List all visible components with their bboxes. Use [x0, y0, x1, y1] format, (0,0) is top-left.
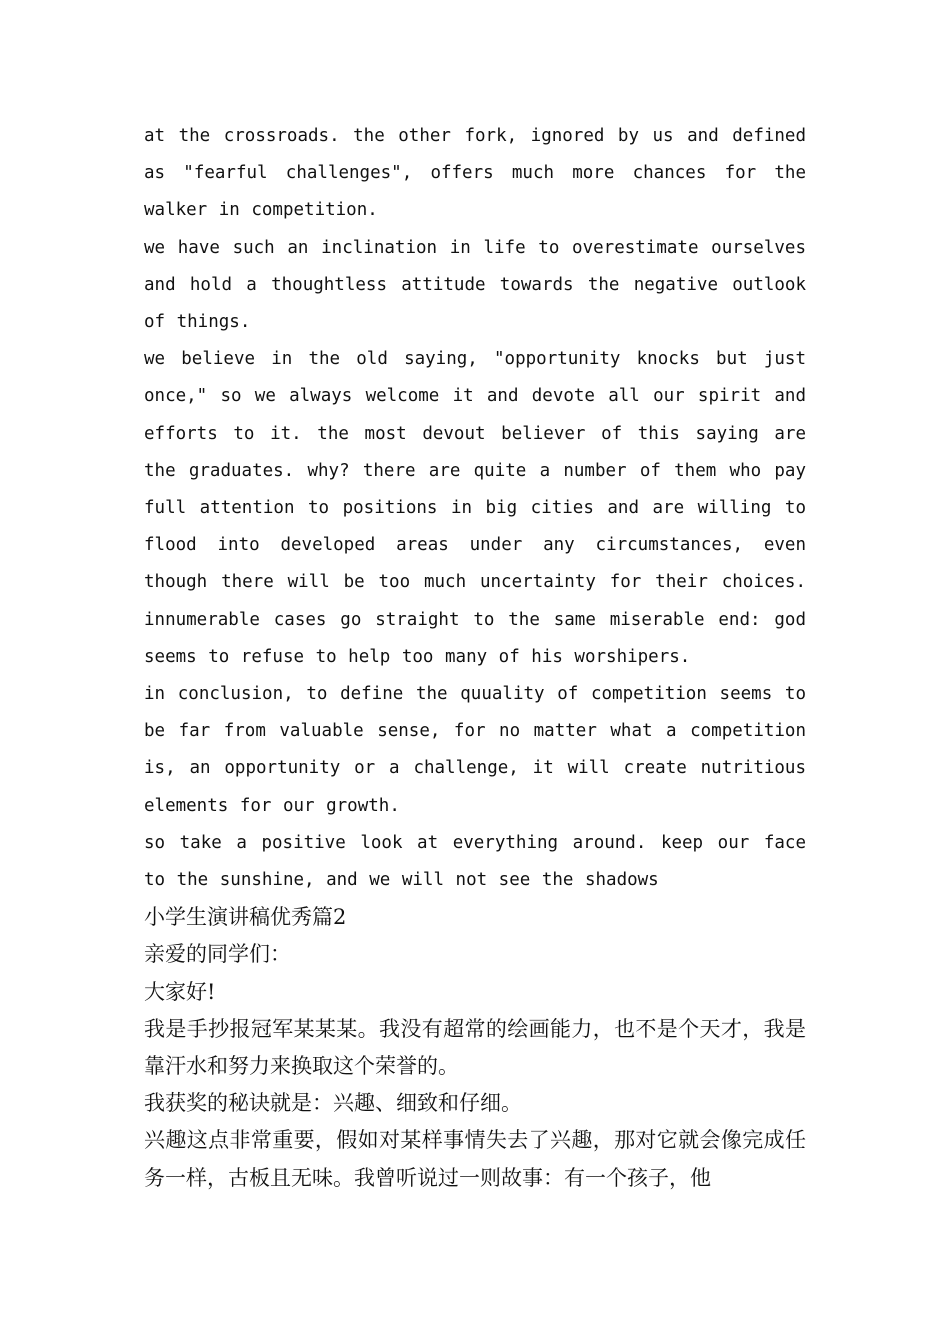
paragraph-positive-look: so take a positive look at everything around. keep our face to the sunshine, and we will not see the shadows — [144, 832, 806, 891]
document-body — [144, 118, 806, 1197]
paragraph-champion: 我是手抄报冠军某某某。我没有超常的绘画能力，也不是个天才，我是靠汗水和努力来换取这个荣誉的。 — [144, 1016, 806, 1079]
paragraph-crossroads: at the crossroads. the other fork, ignored by us and defined as "fearful challenges", offers much more chances for the walker in competition. — [144, 126, 806, 221]
hello-line: 大家好! — [144, 979, 216, 1004]
paragraph-interest: 兴趣这点非常重要，假如对某样事情失去了兴趣，那对它就会像完成任务一样，古板且无味。我曾听说过一则故事：有一个孩子，他 — [144, 1128, 806, 1190]
paragraph-secret: 我获奖的秘诀就是：兴趣、细致和仔细。 — [144, 1091, 522, 1116]
paragraph-opportunity: we believe in the old saying, "opportunity knocks but just once," so we always welcome it and devote all our spirit and efforts to it. the most devout believer of this saying are the graduates. why? there are quite a number of them who pay full attention to positions in big cities and are willing to flood into developed areas under any circumstances, even though there will be too much uncertainty for their choices. innumerable cases go straight to the same miserable end: god seems to refuse to help too many of his worshipers. — [144, 349, 806, 667]
paragraph-conclusion: in conclusion, to define the quuality of competition seems to be far from valuable sense, for no matter what a competition is, an opportunity or a challenge, it will create nutritious elements for our growth. — [144, 684, 806, 816]
greeting-line: 亲爱的同学们： — [144, 942, 291, 967]
paragraph-inclination: we have such an inclination in life to overestimate ourselves and hold a thoughtless attitude towards the negative outlook of things. — [144, 237, 806, 333]
section-heading: 小学生演讲稿优秀篇2 — [144, 905, 347, 930]
